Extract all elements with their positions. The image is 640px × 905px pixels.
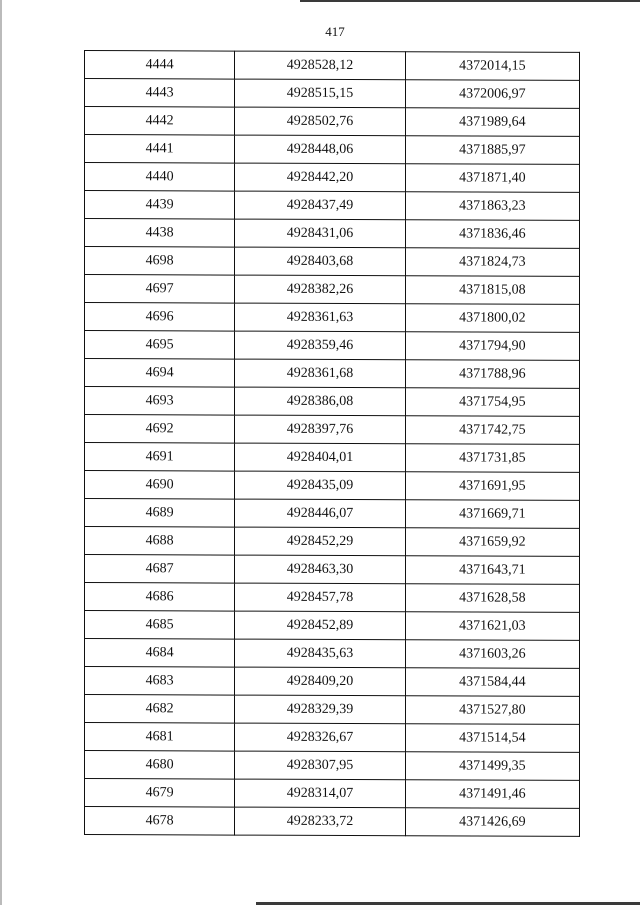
x-coordinate-cell: 4928502,76: [235, 107, 405, 136]
y-coordinate-cell: 4371754,95: [405, 388, 579, 417]
point-number-cell: 4692: [85, 415, 235, 444]
x-coordinate-cell: 4928359,46: [235, 331, 405, 360]
table-row: [85, 807, 580, 837]
coordinates-table: [84, 50, 580, 837]
x-coordinate-cell: 4928361,68: [235, 359, 405, 388]
y-coordinate-cell: 4371836,46: [405, 220, 579, 249]
table-row: [85, 331, 580, 361]
point-number-cell: 4442: [85, 107, 235, 136]
point-number-cell: 4696: [85, 303, 235, 332]
x-coordinate-cell: 4928431,06: [235, 219, 405, 248]
point-number-cell: 4443: [85, 79, 235, 108]
point-number-cell: 4682: [85, 695, 235, 724]
y-coordinate-cell: 4371426,69: [405, 808, 579, 837]
x-coordinate-cell: 4928446,07: [235, 499, 405, 528]
y-coordinate-cell: 4371800,02: [405, 304, 579, 333]
table-row: [85, 387, 580, 417]
y-coordinate-cell: 4371669,71: [405, 500, 579, 529]
point-number-cell: 4695: [85, 331, 235, 360]
point-number-cell: 4678: [85, 807, 235, 836]
point-number-cell: 4690: [85, 471, 235, 500]
table-row: [85, 471, 580, 501]
table-row: [85, 723, 580, 753]
y-coordinate-cell: 4371499,35: [405, 752, 579, 781]
x-coordinate-cell: 4928326,67: [235, 723, 405, 752]
point-number-cell: 4681: [85, 723, 235, 752]
y-coordinate-cell: 4371621,03: [405, 612, 579, 641]
table-row: [85, 443, 580, 473]
point-number-cell: 4438: [85, 219, 235, 248]
y-coordinate-cell: 4371643,71: [405, 556, 579, 585]
y-coordinate-cell: 4371794,90: [405, 332, 579, 361]
point-number-cell: 4691: [85, 443, 235, 472]
table-row: [85, 219, 580, 249]
point-number-cell: 4686: [85, 583, 235, 612]
point-number-cell: 4679: [85, 779, 235, 808]
x-coordinate-cell: 4928397,76: [235, 415, 405, 444]
x-coordinate-cell: 4928463,30: [235, 555, 405, 584]
table-row: [85, 779, 580, 809]
table-row: [85, 79, 580, 109]
point-number-cell: 4684: [85, 639, 235, 668]
y-coordinate-cell: 4371885,97: [405, 136, 579, 165]
table-row: [85, 135, 580, 165]
x-coordinate-cell: 4928457,78: [235, 583, 405, 612]
x-coordinate-cell: 4928452,89: [235, 611, 405, 640]
table-row: [85, 555, 580, 585]
x-coordinate-cell: 4928452,29: [235, 527, 405, 556]
table-row: [85, 583, 580, 613]
table-row: [85, 51, 580, 81]
table-row: [85, 163, 580, 193]
scan-border-left: [0, 0, 2, 905]
coordinates-table-body: [85, 51, 580, 837]
y-coordinate-cell: 4371584,44: [405, 668, 579, 697]
y-coordinate-cell: 4372014,15: [405, 52, 579, 81]
table-row: [85, 695, 580, 725]
x-coordinate-cell: 4928448,06: [235, 135, 405, 164]
x-coordinate-cell: 4928409,20: [235, 667, 405, 696]
table-row: [85, 639, 580, 669]
table-row: [85, 303, 580, 333]
point-number-cell: 4693: [85, 387, 235, 416]
point-number-cell: 4687: [85, 555, 235, 584]
y-coordinate-cell: 4371731,85: [405, 444, 579, 473]
x-coordinate-cell: 4928437,49: [235, 191, 405, 220]
table-row: [85, 191, 580, 221]
point-number-cell: 4441: [85, 135, 235, 164]
x-coordinate-cell: 4928361,63: [235, 303, 405, 332]
table-row: [85, 527, 580, 557]
y-coordinate-cell: 4371527,80: [405, 696, 579, 725]
x-coordinate-cell: 4928386,08: [235, 387, 405, 416]
y-coordinate-cell: 4371628,58: [405, 584, 579, 613]
y-coordinate-cell: 4371659,92: [405, 528, 579, 557]
table-row: [85, 667, 580, 697]
page-number: 417: [325, 24, 345, 39]
x-coordinate-cell: 4928233,72: [235, 807, 405, 836]
point-number-cell: 4683: [85, 667, 235, 696]
y-coordinate-cell: 4371815,08: [405, 276, 579, 305]
point-number-cell: 4697: [85, 275, 235, 304]
table-row: [85, 359, 580, 389]
point-number-cell: 4688: [85, 527, 235, 556]
y-coordinate-cell: 4371788,96: [405, 360, 579, 389]
x-coordinate-cell: 4928403,68: [235, 247, 405, 276]
x-coordinate-cell: 4928528,12: [235, 51, 405, 80]
point-number-cell: 4689: [85, 499, 235, 528]
point-number-cell: 4694: [85, 359, 235, 388]
y-coordinate-cell: 4371742,75: [405, 416, 579, 445]
scan-border-top: [300, 0, 640, 2]
point-number-cell: 4440: [85, 163, 235, 192]
x-coordinate-cell: 4928404,01: [235, 443, 405, 472]
y-coordinate-cell: 4371603,26: [405, 640, 579, 669]
x-coordinate-cell: 4928515,15: [235, 79, 405, 108]
table-row: [85, 275, 580, 305]
point-number-cell: 4680: [85, 751, 235, 780]
y-coordinate-cell: 4371989,64: [405, 108, 579, 137]
table-row: [85, 499, 580, 529]
point-number-cell: 4685: [85, 611, 235, 640]
point-number-cell: 4444: [85, 51, 235, 80]
y-coordinate-cell: 4371514,54: [405, 724, 579, 753]
table-row: [85, 611, 580, 641]
x-coordinate-cell: 4928307,95: [235, 751, 405, 780]
table-row: [85, 107, 580, 137]
table-row: [85, 247, 580, 277]
y-coordinate-cell: 4371871,40: [405, 164, 579, 193]
table-row: [85, 415, 580, 445]
y-coordinate-cell: 4371691,95: [405, 472, 579, 501]
table-row: [85, 751, 580, 781]
y-coordinate-cell: 4371863,23: [405, 192, 579, 221]
y-coordinate-cell: 4371824,73: [405, 248, 579, 277]
x-coordinate-cell: 4928382,26: [235, 275, 405, 304]
point-number-cell: 4698: [85, 247, 235, 276]
x-coordinate-cell: 4928442,20: [235, 163, 405, 192]
y-coordinate-cell: 4372006,97: [405, 80, 579, 109]
x-coordinate-cell: 4928329,39: [235, 695, 405, 724]
x-coordinate-cell: 4928435,63: [235, 639, 405, 668]
x-coordinate-cell: 4928314,07: [235, 779, 405, 808]
y-coordinate-cell: 4371491,46: [405, 780, 579, 809]
x-coordinate-cell: 4928435,09: [235, 471, 405, 500]
point-number-cell: 4439: [85, 191, 235, 220]
